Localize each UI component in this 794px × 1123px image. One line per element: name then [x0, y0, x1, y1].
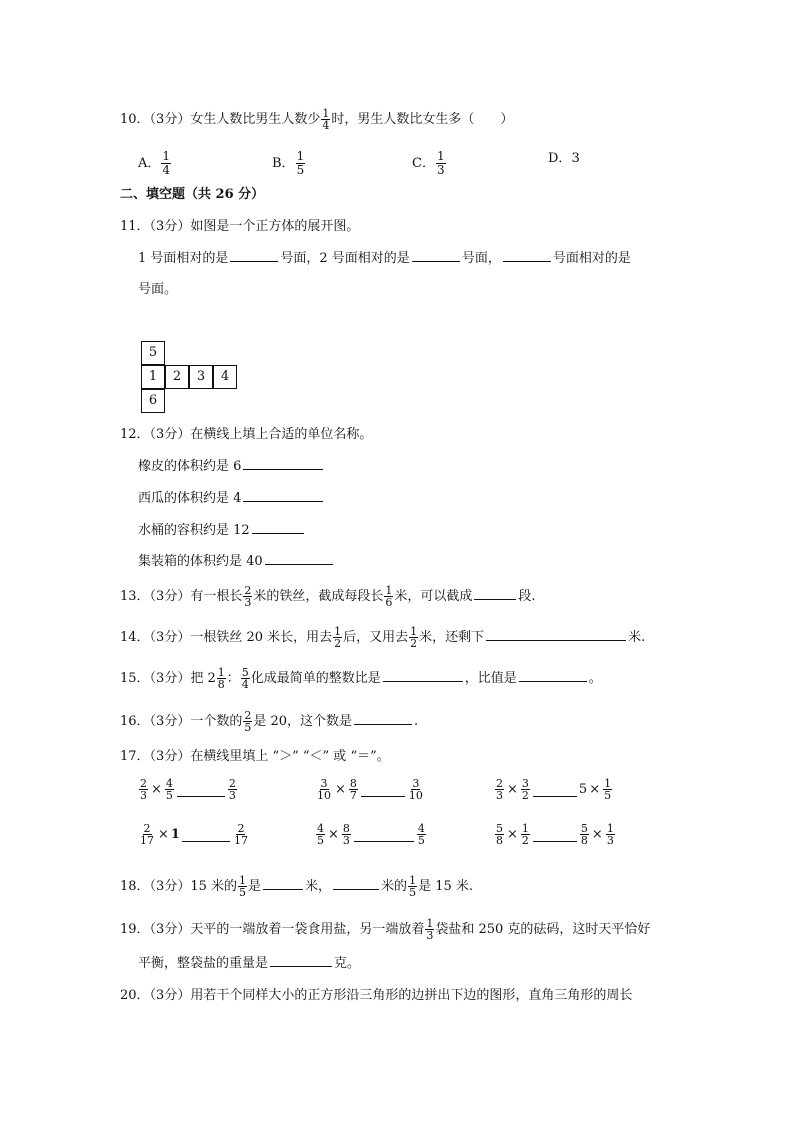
q17-blank[interactable]	[361, 783, 405, 797]
q15-blank-2[interactable]	[519, 668, 587, 682]
q16-blank[interactable]	[354, 711, 412, 725]
q12-item: 西瓜的体积约是 4	[138, 488, 325, 508]
q12-item: 橡皮的体积约是 6	[138, 456, 325, 476]
q11-blank-2[interactable]	[412, 248, 460, 262]
q15-blank-1[interactable]	[383, 668, 463, 682]
q11-blank-1[interactable]	[230, 248, 278, 262]
q17-compare-2: $\frac{3}{10}$ × $\frac{8}{7}$ $\frac{3}{10}$	[317, 777, 423, 802]
q18-blank-2[interactable]	[333, 876, 379, 890]
q15-stem: 15．（3分）把 2 $\frac{1}{8}$ ： $\frac{5}{4}$ 化成最简单的整数比是 ，比值是 。	[120, 666, 602, 691]
q18-stem: 18．（3分）15 米的 $\frac{1}{5}$ 是 米， 米的 $\frac{1}{5}$ 是 15 米.	[120, 874, 474, 899]
q12-item: 水桶的容积约是 12	[138, 520, 306, 540]
q12-item: 集装箱的体积约是 40	[138, 551, 335, 571]
q19-line2: 平衡，整袋盐的重量是 克。	[138, 953, 360, 973]
q12-stem: 12．（3分）在横线上填上合适的单位名称。	[120, 427, 373, 442]
q17-blank[interactable]	[533, 783, 577, 797]
net-face-top: 5	[141, 341, 165, 365]
net-face-1: 1	[141, 365, 165, 389]
q17-blank[interactable]	[533, 828, 577, 842]
q17-compare-6: $\frac{5}{8}$ × $\frac{1}{2}$ $\frac{5}{8}$ × $\frac{1}{3}$	[496, 822, 614, 847]
q17-stem: 17．（3分）在横线里填上 “＞” “＜” 或 “＝”。	[120, 749, 390, 764]
q19-blank[interactable]	[270, 953, 332, 967]
q14-stem: 14．（3分）一根铁丝 20 米长，用去 $\frac{1}{2}$ 后，又用去 $\frac{1}{2}$ 米，还剩下 米.	[120, 625, 646, 650]
q17-blank[interactable]	[182, 828, 230, 842]
q20-stem: 20．（3分）用若干个同样大小的正方形沿三角形的边拼出下边的图形，直角三角形的周长	[120, 988, 633, 1003]
q10-stem: 10．（3分）女生人数比男生人数少 $\frac{1}{4}$ 时，男生人数比女生多（ ）	[120, 107, 514, 132]
q13-blank[interactable]	[474, 586, 516, 600]
q10-option-b[interactable]: B． $\frac{1}{5}$	[272, 149, 305, 177]
q10-option-d[interactable]: D．3	[548, 151, 580, 166]
q17-compare-5: $\frac{4}{5}$ × $\frac{8}{3}$ $\frac{4}{5}$	[317, 822, 425, 847]
q19-stem: 19．（3分）天平的一端放着一袋食用盐，另一端放着 $\frac{1}{3}$ 袋盐和 250 克的砝码，这时天平恰好	[120, 917, 651, 942]
net-face-bottom: 6	[141, 389, 165, 413]
q18-blank-1[interactable]	[263, 876, 303, 890]
q17-blank[interactable]	[354, 828, 414, 842]
q11-stem: 11．（3分）如图是一个正方体的展开图。	[120, 219, 360, 234]
q11-blank-3[interactable]	[503, 248, 551, 262]
q14-blank[interactable]	[486, 627, 626, 641]
q12-blank-2[interactable]	[243, 488, 323, 502]
q12-blank-3[interactable]	[252, 520, 304, 534]
net-face-2: 2	[165, 365, 189, 389]
q17-blank[interactable]	[177, 783, 225, 797]
q10-option-a[interactable]: A． $\frac{1}{4}$	[138, 149, 171, 177]
q12-blank-1[interactable]	[243, 456, 323, 470]
q11-line2: 号面。	[138, 282, 178, 297]
q17-compare-1: $\frac{2}{3}$ × $\frac{4}{5}$ $\frac{2}{3}$	[140, 777, 236, 802]
q17-compare-3: $\frac{2}{3}$ × $\frac{3}{2}$ 5 × $\frac{1}{5}$	[496, 777, 612, 802]
q17-compare-4: $\frac{2}{17}$ × 1 $\frac{2}{17}$	[140, 822, 248, 847]
net-face-4: 4	[213, 365, 237, 389]
q13-stem: 13．（3分）有一根长 $\frac{2}{3}$ 米的铁丝，截成每段长 $\frac{1}{6}$ 米，可以截成 段.	[120, 584, 536, 609]
q11-line1: 1 号面相对的是 号面，2 号面相对的是 号面， 号面相对的是	[138, 248, 631, 268]
section-title: 二、填空题（共 26 分）	[120, 187, 265, 202]
q10-option-c[interactable]: C． $\frac{1}{3}$	[412, 149, 445, 177]
net-face-3: 3	[189, 365, 213, 389]
q16-stem: 16．（3分）一个数的 $\frac{2}{5}$ 是 20，这个数是 .	[120, 709, 419, 734]
q12-blank-4[interactable]	[265, 551, 333, 565]
q10-fraction: $\frac{1}{4}$	[322, 107, 330, 132]
